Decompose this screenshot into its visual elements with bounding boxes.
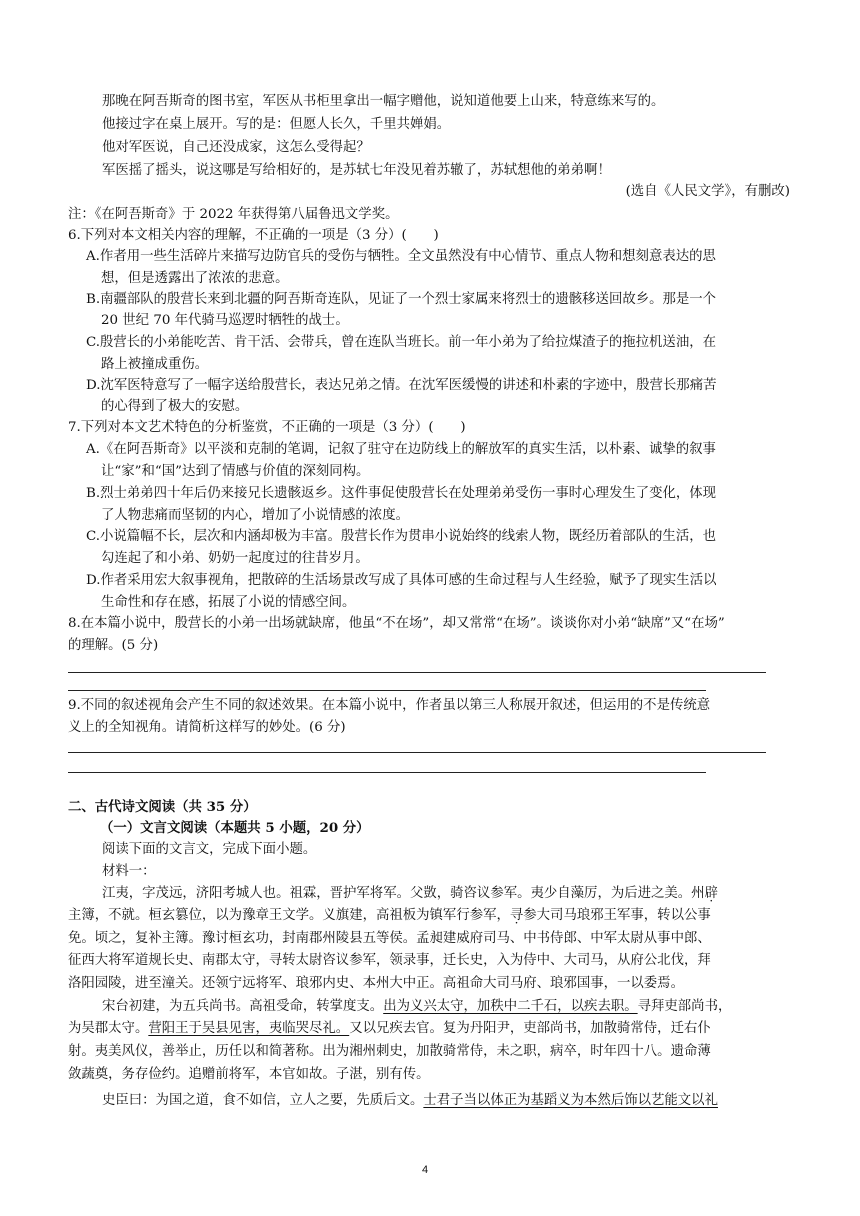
underlined-sentence: 士君子当以体正为基蹈义为本然后饰以艺能文以礼	[423, 1093, 718, 1108]
classical-line: 免。顷之，复补主簿。豫讨桓玄功，封南郡州陵县五等侯。孟昶建威府司马、中书侍郎、中军太尉从事中郎、	[68, 931, 711, 946]
q6-option-b-cont: 20 世纪 70 年代骑马巡逻时牺牲的战士。	[101, 313, 349, 328]
q7-option-a: A.《在阿吾斯奇》以平淡和克制的笔调，记叙了驻守在边防线上的解放军的真实生活，以朴素、诚挚的叙事	[86, 442, 716, 457]
q7-option-b-cont: 了人物悲痛而坚韧的内心，增加了小说情感的浓度。	[101, 508, 409, 523]
classical-line: 征西大将军道规长史、南郡太守，寻转太尉咨议参军，领录事，迁长史，入为侍中、大司马，从府公北伐，拜	[68, 953, 711, 968]
q7-stem: 7.下列对本文艺术特色的分析鉴赏，不正确的一项是（3 分）( )	[68, 420, 466, 435]
q7-option-b: B.烈士弟弟四十年后仍来接兄长遗骸返乡。这件事促使殷营长在处理弟弟受伤一事时心理发生了变化，体现	[86, 486, 717, 501]
story-paragraph: 他接过字在桌上展开。写的是：但愿人长久，千里共婵娟。	[102, 117, 451, 132]
classical-line: 射。夷美风仪，善举止，历任以和简著称。出为湘州刺史，加散骑常侍，未之职，病卒，时年四十八。遗命薄	[68, 1044, 711, 1059]
q7-option-c-cont: 勾连起了和小弟、奶奶一起度过的往昔岁月。	[101, 551, 369, 566]
emphasis-dot-char: 辟	[704, 886, 718, 901]
q6-option-a: A.作者用一些生活碎片来描写边防官兵的受伤与牺牲。全文虽然没有中心情节、重点人物和想刻意表达的思	[86, 249, 716, 264]
page-number: 4	[422, 1164, 429, 1176]
q6-option-d-cont: 的心得到了极大的安慰。	[101, 399, 249, 414]
classical-line: 敛蔬奠，务存俭约。追赠前将军，本官如故。子湛，别有传。	[68, 1067, 430, 1082]
q8-stem-cont: 的理解。(5 分)	[68, 638, 159, 653]
classical-line: 宋台初建，为五兵尚书。高祖受命，转掌度支。出为义兴太守，加秩中二千石，以疾去职。寻拜吏部尚书，	[102, 999, 732, 1014]
q9-answer-line[interactable]	[68, 772, 706, 773]
q7-option-d: D.作者采用宏大叙事视角，把散碎的生活场景改写成了具体可感的生命过程与人生经验，赋予了现实生活以	[86, 573, 717, 588]
q8-stem: 8.在本篇小说中，殷营长的小弟一出场就缺席，他虽“不在场”，却又常常“在场”。谈谈你对小弟“缺席”又“在场”	[68, 616, 725, 631]
instruction: 阅读下面的文言文，完成下面小题。	[102, 842, 317, 857]
q6-option-c-cont: 路上被撞成重伤。	[101, 357, 209, 372]
underlined-sentence: 出为义兴太守，加秩中二千石，以疾去职。	[383, 999, 638, 1014]
q8-answer-line[interactable]	[68, 690, 706, 691]
q7-option-d-cont: 生命性和存在感，拓展了小说的情感空间。	[101, 595, 356, 610]
story-paragraph: 他对军医说，自己还没成家，这怎么受得起？	[102, 140, 370, 155]
story-source: (选自《人民文学》，有删改)	[625, 184, 790, 199]
q6-option-a-cont: 想，但是透露出了浓浓的悲意。	[101, 271, 289, 286]
underlined-sentence: 营阳王于吴县见害，夷临哭尽礼。	[148, 1021, 350, 1036]
q7-option-c: C.小说篇幅不长，层次和内涵却极为丰富。殷营长作为贯串小说始终的线索人物，既经历着部队的生活，也	[86, 529, 716, 544]
material-label: 材料一：	[102, 864, 156, 879]
story-paragraph: 军医摇了摇头，说这哪是写给相好的，是苏轼七年没见着苏辙了，苏轼想他的弟弟啊！	[102, 163, 611, 178]
q7-option-a-cont: 让“家”和“国”达到了情感与价值的深刻同构。	[101, 464, 370, 479]
classical-line: 洛阳园陵，进至潼关。还领宁远将军、琅邪内史、本州大中正。高祖命大司马府、琅邪国事，一以委焉。	[68, 976, 684, 991]
q8-answer-line[interactable]	[68, 672, 766, 673]
subsection-title: （一）文言文阅读（本题共 5 小题，20 分）	[100, 820, 370, 836]
classical-line: 史臣曰：为国之道，食不如信，立人之要，先质后文。士君子当以体正为基蹈义为本然后饰以艺能文以礼	[102, 1093, 718, 1108]
q6-option-d: D.沈军医特意写了一幅字送给殷营长，表达兄弟之情。在沈军医缓慢的讲述和朴素的字迹中，殷营长那痛苦	[86, 378, 717, 393]
emphasis-dot-char: 寻	[509, 908, 524, 923]
q9-answer-line[interactable]	[68, 752, 766, 753]
classical-line: 为吴郡太守。营阳王于吴县见害，夷临哭尽礼。又以兄疾去官。复为丹阳尹，吏部尚书，加散骑常侍，迁右仆	[68, 1021, 711, 1036]
q6-option-c: C.殷营长的小弟能吃苦、肯干活、会带兵，曾在连队当班长。前一年小弟为了给拉煤渣子的拖拉机送油，在	[86, 335, 716, 350]
story-paragraph: 那晚在阿吾斯奇的图书室，军医从书柜里拿出一幅字赠他，说知道他要上山来，特意练来写的。	[102, 94, 665, 109]
q9-stem: 9.不同的叙述视角会产生不同的叙述效果。在本篇小说中，作者虽以第三人称展开叙述，但运用的不是传统意	[68, 698, 711, 713]
q9-stem-cont: 义上的全知视角。请简析这样写的妙处。(6 分)	[68, 720, 346, 735]
classical-line: 江夷，字茂远，济阳考城人也。祖霖，晋护军将军。父敳，骑咨议参军。夷少自藻厉，为后进之美。州辟	[102, 886, 718, 901]
q6-stem: 6.下列对本文相关内容的理解，不正确的一项是（3 分）( )	[68, 228, 439, 243]
note: 注：《在阿吾斯奇》于 2022 年获得第八届鲁迅文学奖。	[68, 207, 399, 222]
q6-option-b: B.南疆部队的殷营长来到北疆的阿吾斯奇连队，见证了一个烈士家属来将烈士的遗骸移送回故乡。那是一个	[86, 292, 717, 307]
section-title: 二、古代诗文阅读（共 35 分）	[68, 799, 257, 815]
classical-line: 主簿，不就。桓玄篡位，以为豫章王文学。义旗建，高祖板为镇军行参军，寻参大司马琅邪王军事，转以公事	[68, 908, 711, 923]
